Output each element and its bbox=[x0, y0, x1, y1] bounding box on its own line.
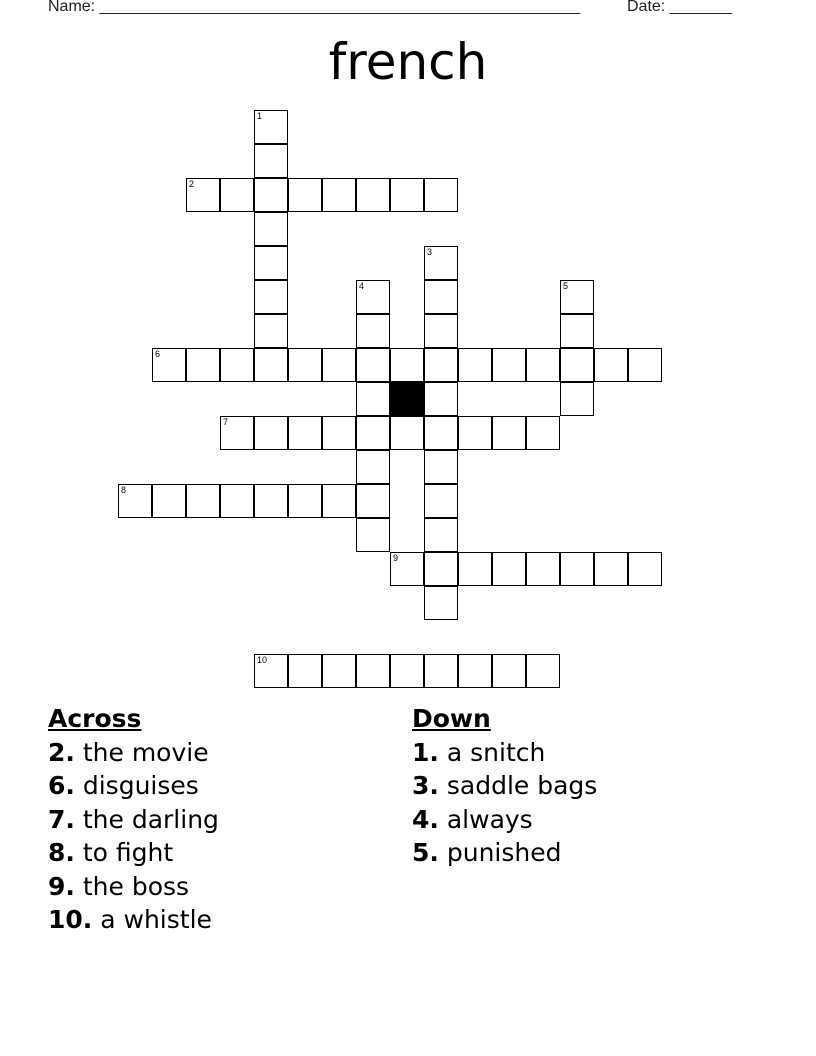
clue-number-label: 7 bbox=[223, 417, 229, 427]
across-clues bbox=[48, 702, 219, 937]
puzzle-title: french bbox=[328, 33, 488, 91]
clue-text: the darling bbox=[82, 804, 219, 834]
grid-cell[interactable] bbox=[458, 552, 492, 586]
grid-cell[interactable] bbox=[560, 382, 594, 416]
clue-number-label: 4 bbox=[359, 281, 365, 291]
across-heading: Across bbox=[48, 704, 142, 733]
grid-cell[interactable] bbox=[458, 654, 492, 688]
grid-cell[interactable] bbox=[322, 178, 356, 212]
grid-cell[interactable] bbox=[424, 450, 458, 484]
grid-cell[interactable] bbox=[390, 348, 424, 382]
clue-number: 2. bbox=[48, 737, 75, 767]
clue-number: 6. bbox=[48, 771, 75, 800]
grid-cell[interactable] bbox=[560, 280, 594, 314]
clue-text: a snitch bbox=[446, 737, 546, 767]
grid-cell[interactable] bbox=[220, 416, 254, 450]
grid-cell[interactable] bbox=[186, 484, 220, 518]
grid-cell[interactable] bbox=[254, 246, 288, 280]
clue-number-label: 2 bbox=[189, 179, 195, 189]
grid-cell[interactable] bbox=[322, 416, 356, 450]
clue-text: saddle bags bbox=[446, 771, 598, 800]
grid-cell[interactable] bbox=[356, 654, 390, 688]
grid-cell[interactable] bbox=[254, 110, 288, 144]
grid-cell[interactable] bbox=[254, 178, 288, 212]
grid-cell[interactable] bbox=[424, 586, 458, 620]
clue-number: 5. bbox=[412, 838, 439, 867]
down-heading: Down bbox=[412, 704, 491, 733]
grid-cell[interactable] bbox=[390, 416, 424, 450]
grid-cell[interactable] bbox=[288, 654, 322, 688]
clue-text: a whistle bbox=[100, 905, 212, 934]
down-clue bbox=[412, 803, 597, 837]
grid-cell[interactable] bbox=[220, 348, 254, 382]
grid-cell[interactable] bbox=[356, 416, 390, 450]
grid-cell[interactable] bbox=[628, 348, 662, 382]
clue-text: punished bbox=[446, 838, 562, 867]
across-clue bbox=[48, 870, 219, 904]
grid-cell[interactable] bbox=[424, 280, 458, 314]
down-clues bbox=[412, 702, 597, 870]
grid-cell[interactable] bbox=[424, 518, 458, 552]
clue-number: 3. bbox=[412, 771, 439, 800]
grid-cell[interactable] bbox=[356, 518, 390, 552]
grid-cell[interactable] bbox=[526, 348, 560, 382]
across-clue bbox=[48, 769, 219, 803]
clue-number-label: 1 bbox=[257, 111, 263, 121]
grid-cell[interactable] bbox=[390, 654, 424, 688]
across-clue bbox=[48, 903, 219, 937]
clue-text: to fight bbox=[82, 838, 174, 867]
grid-cell[interactable] bbox=[492, 348, 526, 382]
grid-cell[interactable] bbox=[458, 348, 492, 382]
grid-cell[interactable] bbox=[458, 416, 492, 450]
grid-cell[interactable] bbox=[424, 382, 458, 416]
grid-cell[interactable] bbox=[356, 280, 390, 314]
grid-cell[interactable] bbox=[288, 348, 322, 382]
grid-cell[interactable] bbox=[118, 484, 152, 518]
grid-cell[interactable] bbox=[288, 178, 322, 212]
grid-cell[interactable] bbox=[424, 246, 458, 280]
grid-cell[interactable] bbox=[356, 348, 390, 382]
grid-cell[interactable] bbox=[424, 484, 458, 518]
grid-cell[interactable] bbox=[254, 348, 288, 382]
grid-cell[interactable] bbox=[220, 178, 254, 212]
down-clue bbox=[412, 736, 597, 770]
clue-number: 10. bbox=[48, 905, 93, 934]
grid-cell[interactable] bbox=[356, 178, 390, 212]
grid-cell[interactable] bbox=[322, 348, 356, 382]
grid-cell[interactable] bbox=[492, 552, 526, 586]
grid-cell[interactable] bbox=[492, 416, 526, 450]
grid-cell[interactable] bbox=[424, 654, 458, 688]
down-clue bbox=[412, 769, 597, 803]
grid-cell[interactable] bbox=[254, 144, 288, 178]
grid-cell[interactable] bbox=[594, 552, 628, 586]
across-clue bbox=[48, 803, 219, 837]
grid-cell[interactable] bbox=[152, 484, 186, 518]
clue-number: 1. bbox=[412, 737, 439, 767]
grid-cell[interactable] bbox=[560, 552, 594, 586]
clue-text: always bbox=[446, 804, 533, 834]
clue-number-label: 10 bbox=[257, 655, 268, 665]
clue-number: 4. bbox=[412, 804, 439, 834]
grid-cell[interactable] bbox=[560, 314, 594, 348]
grid-cell[interactable] bbox=[288, 484, 322, 518]
grid-cell[interactable] bbox=[356, 314, 390, 348]
across-clue bbox=[48, 736, 219, 770]
grid-cell[interactable] bbox=[288, 416, 322, 450]
grid-cell[interactable] bbox=[628, 552, 662, 586]
grid-cell[interactable] bbox=[186, 178, 220, 212]
grid-cell[interactable] bbox=[254, 484, 288, 518]
grid-cell[interactable] bbox=[220, 484, 254, 518]
grid-cell[interactable] bbox=[424, 348, 458, 382]
date-field-label: Date: _______ bbox=[627, 0, 732, 15]
grid-cell[interactable] bbox=[424, 178, 458, 212]
grid-cell[interactable] bbox=[152, 348, 186, 382]
clue-text: disguises bbox=[82, 771, 199, 800]
grid-cell[interactable] bbox=[254, 654, 288, 688]
grid-cell[interactable] bbox=[526, 416, 560, 450]
across-clue bbox=[48, 836, 219, 870]
grid-cell[interactable] bbox=[594, 348, 628, 382]
clue-number-label: 6 bbox=[155, 349, 161, 359]
grid-cell[interactable] bbox=[322, 484, 356, 518]
grid-cell[interactable] bbox=[390, 552, 424, 586]
grid-cell[interactable] bbox=[322, 654, 356, 688]
clue-number: 9. bbox=[48, 871, 75, 901]
clue-number-label: 8 bbox=[121, 485, 127, 495]
grid-cell[interactable] bbox=[526, 654, 560, 688]
down-clue bbox=[412, 836, 597, 870]
grid-cell[interactable] bbox=[254, 212, 288, 246]
grid-cell[interactable] bbox=[526, 552, 560, 586]
clue-text: the boss bbox=[82, 871, 190, 901]
grid-cell[interactable] bbox=[356, 484, 390, 518]
grid-cell[interactable] bbox=[356, 450, 390, 484]
clue-number: 7. bbox=[48, 804, 75, 834]
clue-text: the movie bbox=[82, 737, 209, 767]
grid-cell[interactable] bbox=[186, 348, 220, 382]
black-square bbox=[390, 382, 424, 416]
grid-cell[interactable] bbox=[424, 552, 458, 586]
clue-number: 8. bbox=[48, 838, 75, 867]
grid-cell[interactable] bbox=[356, 382, 390, 416]
grid-cell[interactable] bbox=[390, 178, 424, 212]
name-field-label: Name: ______________________________________________________ bbox=[48, 0, 581, 15]
grid-cell[interactable] bbox=[560, 348, 594, 382]
grid-cell[interactable] bbox=[254, 416, 288, 450]
grid-cell[interactable] bbox=[424, 416, 458, 450]
clue-number-label: 3 bbox=[427, 247, 433, 257]
grid-cell[interactable] bbox=[254, 314, 288, 348]
grid-cell[interactable] bbox=[492, 654, 526, 688]
grid-cell[interactable] bbox=[254, 280, 288, 314]
clue-number-label: 5 bbox=[563, 281, 569, 291]
clue-number-label: 9 bbox=[393, 553, 399, 563]
grid-cell[interactable] bbox=[424, 314, 458, 348]
